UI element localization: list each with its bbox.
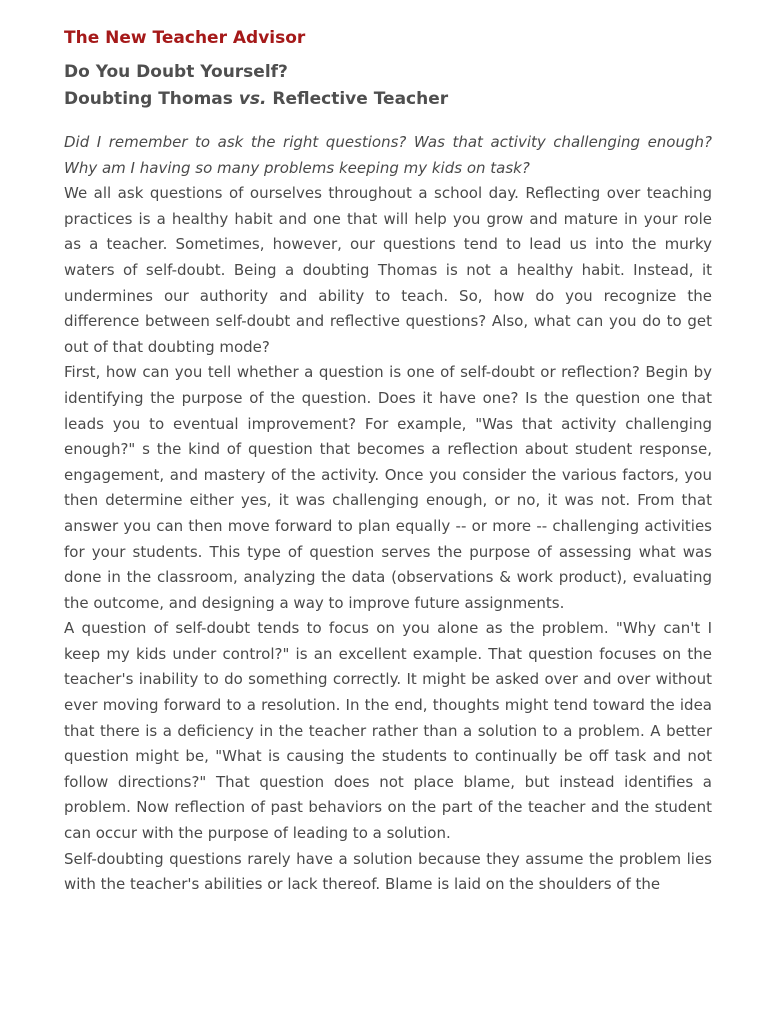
paragraph-2: First, how can you tell whether a question is one of self-doubt or reflection? Begin by identifying the purpose of the question. Does it have one? Is the question one that leads you to eventual improvement? For example, "Was that activity challenging enough?" s the kind of question that becomes a reflection about student response, engagement, and mastery of the activity. Once you consider the various factors, you then determine either yes, it was challenging enough, or no, it was not. From that answer you can then move forward to plan equally -- or more -- challenging activities for your students. This type of question serves the purpose of assessing what was done in the classroom, analyzing the data (observations & work product), evaluating the outcome, and designing a way to improve future assignments.	[64, 363, 712, 612]
document-page	[64, 26, 712, 898]
paragraph-3: A question of self-doubt tends to focus on you alone as the problem. "Why can't I keep my kids under control?" is an excellent example. That question focuses on the teacher's inability to do something correctly. It might be asked over and over without ever moving forward to a resolution. In the end, thoughts might tend toward the idea that there is a deficiency in the teacher rather than a solution to a problem. A better question might be, "What is causing the students to continually be off task and not follow directions?" That question does not place blame, but instead identifies a problem. Now reflection of past behaviors on the part of the teacher and the student can occur with the purpose of leading to a solution.	[64, 619, 712, 843]
article-title-line-1: Do You Doubt Yourself?	[64, 62, 288, 82]
paragraph-4: Self-doubting questions rarely have a solution because they assume the problem lies with the teacher's abilities or lack thereof. Blame is laid on the shoulders of the	[64, 849, 712, 894]
article-body	[64, 130, 712, 898]
site-title: The New Teacher Advisor	[64, 28, 306, 48]
intro-questions: Did I remember to ask the right questions? Was that activity challenging enough? Why am I having so many problems keeping my kids on task?	[64, 133, 712, 177]
title-vs: vs.	[238, 89, 267, 109]
title-part-1: Doubting Thomas	[64, 89, 239, 109]
title-part-2: Reflective Teacher	[266, 89, 449, 109]
article-title-line-2	[64, 86, 712, 113]
paragraph-1: We all ask questions of ourselves throughout a school day. Reflecting over teaching practices is a healthy habit and one that will help you grow and mature in your role as a teacher. Sometimes, however, our questions tend to lead us into the murky waters of self-doubt. Being a doubting Thomas is not a healthy habit. Instead, it undermines our authority and ability to teach. So, how do you recognize the difference between self-doubt and reflective questions? Also, what can you do to get out of that doubting mode?	[64, 184, 712, 356]
